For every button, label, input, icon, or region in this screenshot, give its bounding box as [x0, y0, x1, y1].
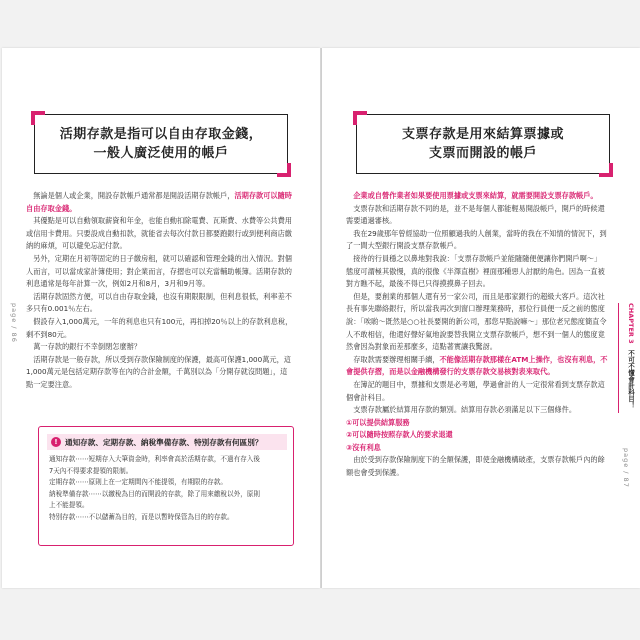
tip-heading-text: 通知存款、定期存款、納稅準備存款、特別存款有何區別？ — [65, 437, 263, 447]
alert-icon: ! — [51, 437, 61, 447]
tip-body — [49, 454, 285, 524]
tip-heading — [47, 434, 287, 450]
right-paragraph-6: 在簿記的題目中，票據和支票是必考題，學過會計的人一定很常看到支票存款這個會計科目。 — [346, 379, 605, 402]
left-paragraph-5: 假設存入1,000萬元，一年的利息也只有100元，再扣掉20％以上的存款利息稅，剩不到80元。 — [26, 316, 293, 339]
right-paragraph-4: 但是，要創業的那個人還有另一家公司，而且是那家銀行的超級大客戶。這次社長有事先聯絡銀行，所以當我再次到窗口辦理業務時，那位行員便一反之前的態度說：「唉喲～既然是○○社長要開的新公司，那您早點說嘛～」那位老兄態度簡直令人不敢相信，他還好聲好氣地說要替我開立支票存款帳戶，想不到一個人的態度竟然會因為對象而差那麼多，這點著實讓我驚訝。 — [346, 291, 607, 352]
corner-mark — [31, 111, 45, 125]
right-page — [322, 48, 640, 588]
tip-line: 納稅準備存款⋯⋯以繳稅為目的而開設的存款，除了用來繳稅以外，原則 — [49, 489, 260, 498]
corner-mark — [277, 163, 291, 177]
right-title-line-2: 支票而開設的帳戶 — [428, 146, 537, 161]
paragraph-text: 無論是個人或企業，開設存款帳戶通常都是開設活期存款帳戶， — [33, 191, 235, 200]
right-lead: 企業或自營作業者如果要使用票據或支票來結算，就需要開設支票存款帳戶。 — [353, 191, 598, 200]
highlight-text: 不能像活期存款那樣在ATM上操作，也沒有利息，不會提供存摺，而是以金融機構發行的支票存款交易核對表來取代。 — [346, 354, 608, 377]
left-folio: page / 86 — [10, 303, 18, 343]
tip-line: 定期存款⋯⋯原則上在一定期間內不能提領，有期限的存款。 — [49, 478, 228, 487]
left-paragraph-2: 其優點是可以自動領取薪資和年金，也能自動扣除電費、瓦斯費、水費等公共費用或信用卡費用。只要設成自動扣款，就能省去每次付款日都要跑銀行或到便利商店繳納的麻煩，可以避免忘記付款。 — [26, 216, 292, 251]
left-paragraph-7: 活期存款是一般存款，所以受到存款保險制度的保護，最高可保護1,000萬元，這1,000萬元是包括定期存款等在內的合計金額，千萬別以為「分開存就沒問題」，這點一定要注意。 — [26, 354, 291, 389]
right-paragraph-3: 接待的行員穩之以鼻地對我說：「支票存款帳戶並能隨隨便便讓你們開戶啊～」態度可謂極其傲慢，真的很像《半澤直樹》裡面那種惡人討厭的角色。因為一直被對方瞧不起，最後不得已只得摸摸鼻子回去。 — [346, 253, 605, 289]
right-paragraph-5 — [346, 354, 608, 379]
condition-item: ②可以隨時按照存款人的要求退還 — [346, 430, 453, 440]
condition-item: ①可以提供結算服務 — [346, 417, 410, 427]
tip-line: 特別存款⋯⋯不以儲蓄為目的，而是以暫時保管為目的的存款。 — [49, 512, 234, 521]
left-paragraph-4: 活期存款固然方便，可以自由存取金錢，也沒有期限限制，但利息很低，利率差不多只有0.001％左右。 — [26, 291, 292, 314]
left-title-box — [34, 114, 288, 174]
left-title-line-1: 活期存款是指可以自由存取金錢， — [59, 127, 263, 142]
right-paragraph-1: 支票存款和活期存款不同的是，並不是每個人都能輕易開設帳戶，開戶的時候還需要通過審核。 — [346, 203, 605, 226]
left-title-line-2: 一般人廣泛使用的帳戶 — [93, 146, 229, 161]
tip-box — [38, 426, 294, 546]
right-closing: 由於受到存款保險制度下的全額保護，即使金融機構破產，支票存款帳戶內的餘額也會受到保護。 — [346, 455, 605, 478]
left-paragraph-1 — [26, 190, 294, 215]
tip-line: 7天內不得要求提領的限制。 — [49, 466, 133, 475]
right-folio: page / 87 — [622, 448, 630, 488]
condition-item: ③沒有利息 — [346, 442, 381, 452]
left-paragraph-6: 萬一存款的銀行不幸倒閉怎麼辦？ — [33, 342, 142, 352]
left-page — [2, 48, 320, 588]
left-paragraph-3: 另外，定期在月初等固定的日子繳房租，就可以確認和管理金錢的出入情況。對個人而言，可以當成家計簿使用；對企業而言，存摺也可以充當輔助帳簿。活期存款的利息通常是每年計算一次，例如2月和8月，3月和9月等。 — [26, 253, 292, 289]
chapter-label: CHAPTER 3 — [627, 303, 635, 344]
right-title-box — [356, 114, 610, 174]
left-body — [26, 190, 294, 392]
corner-mark — [599, 163, 613, 177]
chapter-title: 不可不懂會計科目！ — [627, 349, 635, 409]
highlight-text: 活期存款可以隨時自由存取金錢。 — [26, 191, 292, 213]
right-paragraph-2: 我在29歲那年曾經協助一位照顧過我的人創業，當時的我在不知情的情況下，到了一間大型銀行開設支票存款帳戶。 — [346, 228, 607, 251]
paragraph-text: 存取款需要辦理相關手續， — [353, 354, 440, 364]
tip-line: 上不能提領。 — [49, 501, 89, 510]
tip-line: 通知存款⋯⋯短期存入大筆資金時，利率會高於活期存款，不過有存入後 — [49, 455, 260, 463]
chapter-side-tab — [618, 303, 636, 413]
corner-mark — [353, 111, 367, 125]
right-paragraph-7: 支票存款屬於結算用存款的類別。結算用存款必須滿足以下三個條件。 — [353, 405, 577, 415]
right-body — [346, 190, 608, 480]
right-title-line-1: 支票存款是用來結算票據或 — [401, 127, 564, 142]
